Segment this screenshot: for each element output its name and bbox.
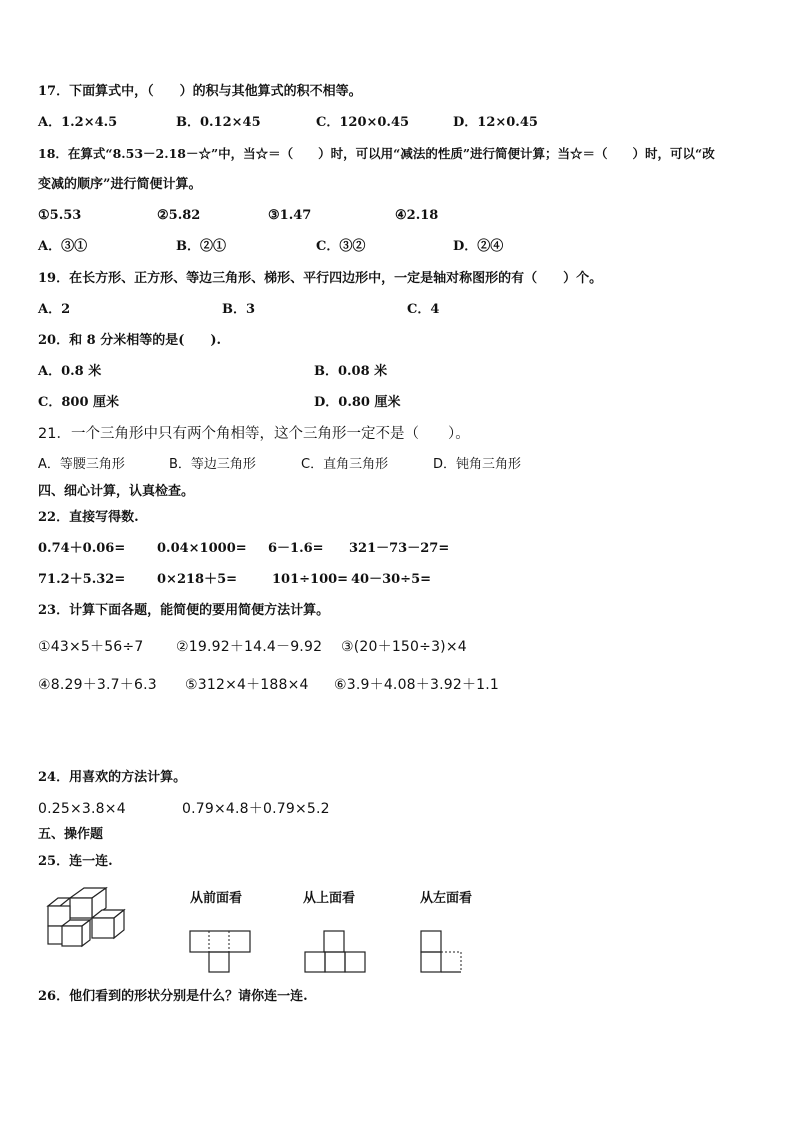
q18-option-c: C．③②	[316, 239, 366, 254]
q17-option-b: B．0.12×45	[176, 115, 261, 130]
q18-option-d: D．②④	[453, 239, 504, 254]
q23-item-5: ⑤312×4＋188×4	[185, 677, 309, 693]
q23-stem: 23．计算下面各题，能简便的要用简便方法计算。	[38, 603, 330, 618]
q19-option-c: C．4	[407, 302, 440, 317]
section-4-heading: 四、细心计算，认真检查。	[38, 484, 195, 499]
q17-stem: 17．下面算式中，（ ）的积与其他算式的积不相等。	[38, 84, 362, 99]
q18-choice-4: ④2.18	[395, 208, 439, 223]
q20-option-d: D．0.80 厘米	[314, 395, 401, 410]
q21-option-b: B．等边三角形	[169, 457, 256, 472]
q18-choice-1: ①5.53	[38, 208, 82, 223]
q21-option-a: A．等腰三角形	[38, 457, 125, 472]
q22-r2-item-3: 101÷100=	[272, 572, 349, 587]
q23-item-6: ⑥3.9＋4.08＋3.92＋1.1	[334, 677, 500, 693]
q18-stem-line2: 变减的顺序”进行简便计算。	[38, 177, 202, 192]
q20-option-b: B．0.08 米	[314, 364, 388, 379]
q21-stem: 21．一个三角形中只有两个角相等，这个三角形一定不是（ ）。	[38, 426, 470, 442]
q22-stem: 22．直接写得数.	[38, 510, 139, 525]
q21-option-c: C．直角三角形	[301, 457, 389, 472]
q18-choice-2: ②5.82	[157, 208, 201, 223]
front-view-shape	[189, 930, 251, 974]
q21-option-d: D．钝角三角形	[433, 457, 522, 472]
q19-option-a: A．2	[38, 302, 71, 317]
q18-option-b: B．②①	[176, 239, 226, 254]
q20-option-c: C．800 厘米	[38, 395, 120, 410]
q22-r1-item-4: 321－73－27=	[349, 541, 450, 556]
q17-option-a: A．1.2×4.5	[38, 115, 118, 130]
q22-r2-item-2: 0×218＋5=	[157, 572, 238, 587]
q22-r2-item-1: 71.2＋5.32=	[38, 572, 126, 587]
q22-r1-item-3: 6－1.6=	[268, 541, 324, 556]
q22-r1-item-1: 0.74＋0.06=	[38, 541, 126, 556]
cube-stack-figure	[40, 884, 140, 950]
q20-option-a: A．0.8 米	[38, 364, 102, 379]
section-5-heading: 五、操作题	[38, 827, 104, 842]
top-view-shape	[304, 930, 366, 974]
q26-stem: 26．他们看到的形状分别是什么？请你连一连.	[38, 989, 308, 1004]
view-label-front: 从前面看	[190, 891, 243, 906]
q17-option-c: C．120×0.45	[316, 115, 410, 130]
q18-choice-3: ③1.47	[268, 208, 312, 223]
q22-r2-item-4: 40－30÷5=	[351, 572, 432, 587]
left-view-shape	[420, 930, 466, 974]
q20-stem: 20．和 8 分米相等的是( ).	[38, 333, 222, 348]
q23-item-3: ③(20＋150÷3)×4	[341, 639, 467, 655]
q22-r1-item-2: 0.04×1000=	[157, 541, 247, 556]
q25-stem: 25．连一连.	[38, 854, 113, 869]
view-label-top: 从上面看	[303, 891, 356, 906]
q23-item-2: ②19.92＋14.4－9.92	[176, 639, 323, 655]
q17-option-d: D．12×0.45	[453, 115, 538, 130]
q24-item-1: 0.25×3.8×4	[38, 801, 126, 817]
q23-item-1: ①43×5＋56÷7	[38, 639, 144, 655]
q24-item-2: 0.79×4.8＋0.79×5.2	[182, 801, 330, 817]
q18-stem-line1: 18．在算式“8.53－2.18－☆”中，当☆＝（ ）时，可以用“减法的性质”进行简便计算；当☆＝（ ）时，可以“改	[38, 146, 715, 161]
q19-stem: 19．在长方形、正方形、等边三角形、梯形、平行四边形中，一定是轴对称图形的有（ ）个。	[38, 271, 603, 286]
q18-option-a: A．③①	[38, 239, 88, 254]
view-label-left: 从左面看	[420, 891, 473, 906]
q23-item-4: ④8.29＋3.7＋6.3	[38, 677, 157, 693]
q24-stem: 24．用喜欢的方法计算。	[38, 770, 187, 785]
q19-option-b: B．3	[222, 302, 256, 317]
